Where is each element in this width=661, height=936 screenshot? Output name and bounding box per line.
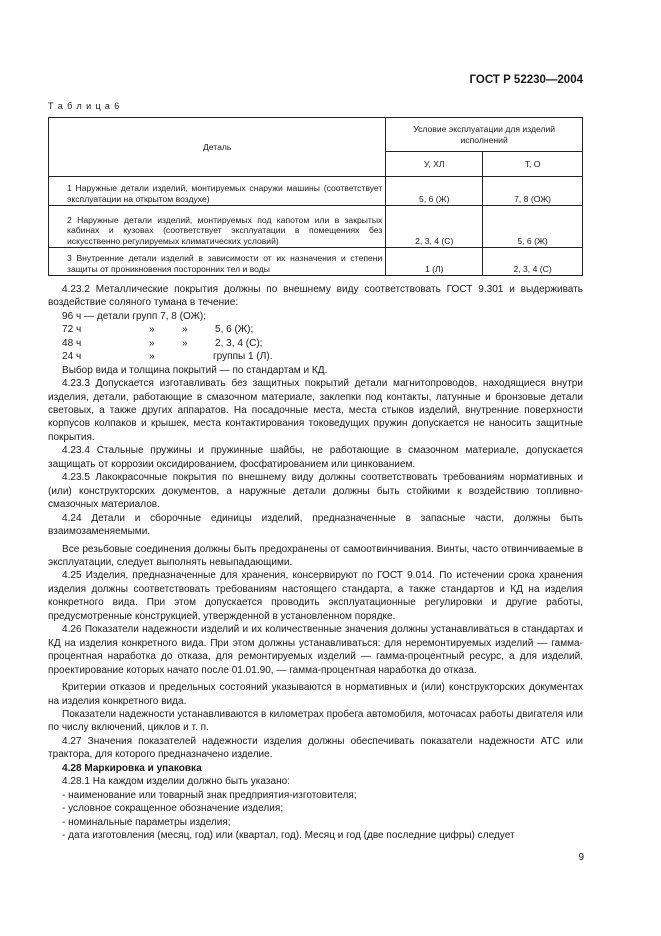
table-cell-t-o: 5, 6 (Ж) (483, 206, 583, 248)
table-cell-t-o: 2, 3, 4 (С) (483, 248, 583, 276)
table-caption: Т а б л и ц а 6 (48, 101, 121, 111)
table-cell-u-hl: 1 (Л) (386, 248, 483, 276)
clause-4-25: 4.25 Изделия, предназначенные для хранения, консервируют по ГОСТ 9.014. По истечении срока хранения изделия должны соответствовать требованиям настоящего стандарта, а также стандартов и КД на изделия конкретного вида. При этом допускается проводить эксплуатационные регулировки и другие работы, предусмотренные конструкцией, утвержденной в установленном порядке. (48, 570, 583, 622)
hours-line (48, 350, 583, 363)
table-6 (48, 117, 583, 276)
table-row (49, 177, 583, 206)
hours-value: 48 ч (62, 337, 82, 349)
column-header-t-o: Т, О (483, 152, 583, 177)
coating-choice: Выбор вида и толщина покрытий — по стандартам и КД. (62, 364, 328, 376)
ditto-mark: » (182, 337, 188, 349)
hours-line (48, 310, 583, 323)
list-item: - наименование или товарный знак предприятия-изготовителя; (62, 789, 357, 801)
clause-4-23-2: 4.23.2 Металлические покрытия должны по внешнему виду соответствовать ГОСТ 9.301 и выдерживать воздействие соляного тумана в течение: (48, 284, 583, 309)
table-cell-u-hl: 5, 6 (Ж) (386, 177, 483, 206)
ditto-mark: » (149, 337, 155, 349)
group-value: группы 1 (Л). (213, 351, 273, 363)
document-header: ГОСТ Р 52230—2004 (469, 74, 583, 86)
group-value: 5, 6 (Ж); (215, 324, 254, 336)
clause-4-24: 4.24 Детали и сборочные единицы изделий, предназначенные в запасные части, должны быть взаимозаменяемыми. (48, 512, 583, 538)
units-paragraph: Показатели надежности устанавливаются в километрах пробега автомобиля, моточасах работы двигателя или по числу включений, циклов и т. п. (48, 708, 583, 734)
hours-line (48, 323, 583, 336)
document-body (48, 283, 583, 843)
ditto-mark: » (149, 351, 155, 363)
clause-4-23-5: 4.23.5 Лакокрасочные покрытия по внешнему виду должны соответствовать требованиям нормативных и (или) конструкторских документов, а наружные детали должны быть стойкими к воздействию топливно-смазочных материалов. (48, 472, 583, 511)
group-value: 2, 3, 4 (С); (215, 337, 263, 349)
table-cell-detail: 2 Наружные детали изделий, монтируемых под капотом или в закрытых кабинах и кузовах (соответствует эксплуатации в помещениях без искусственно регулируемых климатических условий) (49, 206, 386, 248)
hours-line (48, 337, 583, 350)
clause-4-28-1: 4.28.1 На каждом изделии должно быть указано: (62, 776, 291, 788)
table-cell-u-hl: 2, 3, 4 (С) (386, 206, 483, 248)
column-header-u-hl: У, ХЛ (386, 152, 483, 177)
section-heading: 4.28 Маркировка и упаковка (62, 762, 202, 774)
table-row (49, 248, 583, 276)
table-cell-detail: 3 Внутренние детали изделий в зависимости от их назначения и степени защиты от проникновения посторонних тел и воды (49, 248, 386, 276)
list-item: - номинальные параметры изделия; (62, 816, 231, 828)
clause-4-23-4: 4.23.4 Стальные пружины и пружинные шайбы, не работающие в смазочном материале, допускается защищать от коррозии оксидированием, фосфатированием или цинкованием. (48, 445, 583, 470)
hours-value: 72 ч (62, 324, 82, 336)
ditto-mark: » (182, 324, 188, 336)
column-header-detail: Деталь (49, 118, 386, 177)
hours-value: 96 ч — детали групп 7, 8 (ОЖ); (62, 310, 207, 322)
table-cell-detail: 1 Наружные детали изделий, монтируемых снаружи машины (соответствует эксплуатации на открытом воздухе) (49, 177, 386, 206)
list-item: - условное сокращенное обозначение изделия; (62, 803, 284, 815)
criteria-paragraph: Критерии отказов и предельных состояний указываются в нормативных и (или) конструкторских документах на изделия конкретного вида. (48, 682, 583, 707)
clause-4-23-3: 4.23.3 Допускается изготавливать без защитных покрытий детали магнитопроводов, находящиеся внутри изделия, детали, работающие в смазочном материале, заклепки под контакты, латунные и бронзовые детали световых, а также других аппаратов. На посадочные места, места стыков изделий, внутренние поверхности корпусов колпаков и крышек, места контактирования токоведущих пружин допускается не наносить защитные покрытия. (48, 378, 583, 443)
table-row (49, 206, 583, 248)
ditto-mark: » (149, 324, 155, 336)
column-header-conditions: Условие эксплуатации для изделий исполнений (386, 118, 583, 152)
page-number: 9 (578, 852, 584, 863)
table-cell-t-o: 7, 8 (ОЖ) (483, 177, 583, 206)
hours-value: 24 ч (62, 351, 82, 363)
list-item: - дата изготовления (месяц, год) или (квартал, год). Месяц и год (две последние цифры) следует (62, 830, 515, 842)
clause-4-27: 4.27 Значения показателей надежности изделия должны обеспечивать показатели надежности АТС или трактора, для которого предназначено изделие. (48, 735, 583, 761)
clause-4-26: 4.26 Показатели надежности изделий и их количественные значения должны устанавливаться в стандартах и КД на изделия конкретного вида. При этом должны устанавливаться: для неремонтируемых изделий — гамма-процентная наработка до отказа, для ремонтируемых изделий — гамма-процентный ресурс, а для изделий, проектирование которых начато после 01.01.90, — гамма-процентная наработка до отказа. (48, 624, 583, 676)
threads-paragraph: Все резьбовые соединения должны быть предохранены от самоотвинчивания. Винты, часто отвинчиваемые в эксплуатации, следует выполнять невыпадающими. (48, 543, 583, 568)
